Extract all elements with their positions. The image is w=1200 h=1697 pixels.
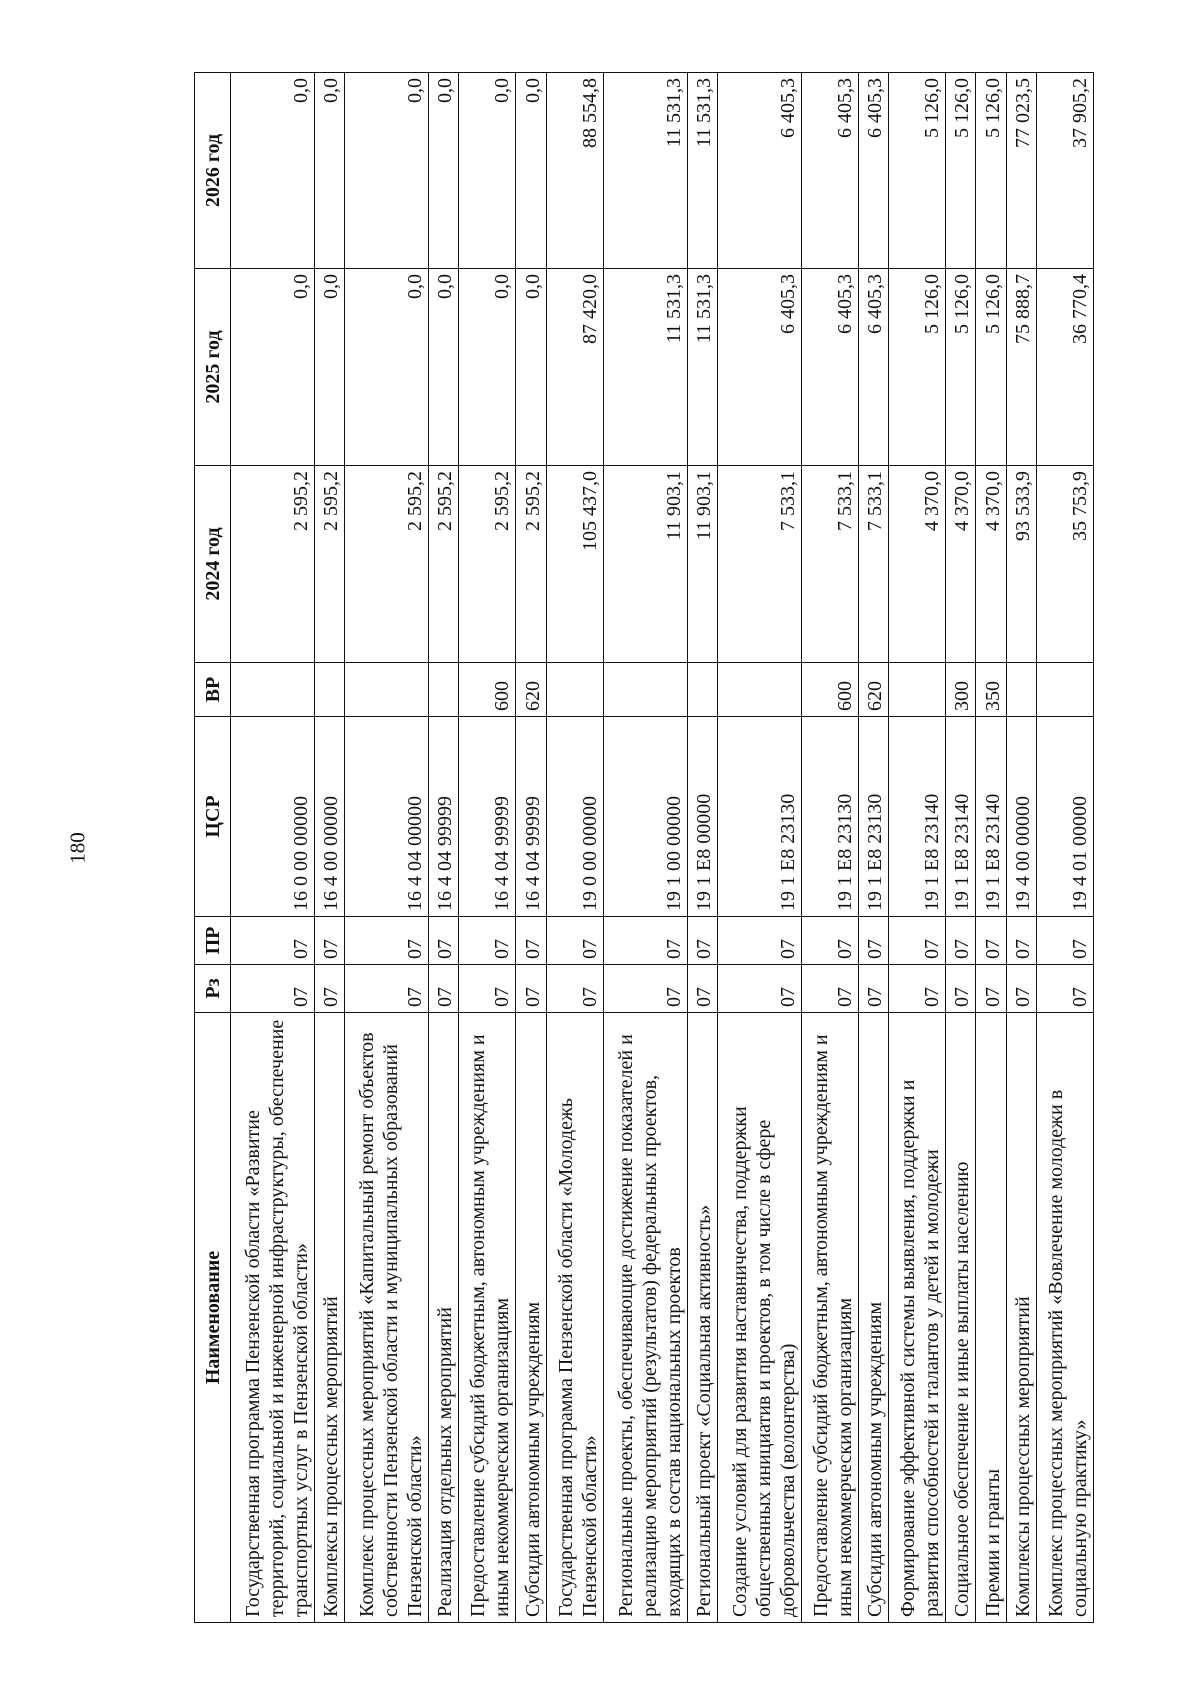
header-2025: 2025 год [195, 269, 231, 466]
name-cell: Комплекс процессных мероприятий «Капитальный ремонт объектов собственности Пензенской области и муниципальных образований Пензенской области» [345, 1013, 429, 1623]
value-2024-cell: 7 533,1 [858, 466, 888, 663]
csr-cell: 19 1 Е8 23130 [717, 717, 801, 917]
header-name: Наименование [195, 1013, 231, 1623]
name-cell: Субсидии автономным учреждениям [516, 1013, 546, 1623]
pr-cell: 07 [429, 917, 459, 965]
pr-cell: 07 [858, 917, 888, 965]
value-2024-cell: 2 595,2 [459, 466, 516, 663]
header-rz: Рз [195, 965, 231, 1013]
csr-cell: 19 1 Е8 00000 [687, 717, 717, 917]
value-2026-cell: 5 126,0 [946, 73, 976, 269]
value-2026-cell: 0,0 [231, 73, 315, 269]
value-2026-cell: 6 405,3 [717, 73, 801, 269]
vr-cell [1006, 663, 1036, 717]
header-vr: ВР [195, 663, 231, 717]
name-cell: Предоставление субсидий бюджетным, автономным учреждениям и иным некоммерческим организациям [459, 1013, 516, 1623]
value-2024-cell: 4 370,0 [976, 466, 1006, 663]
vr-cell: 600 [801, 663, 858, 717]
header-2024: 2024 год [195, 466, 231, 663]
name-cell: Комплексы процессных мероприятий [314, 1013, 344, 1623]
value-2025-cell: 0,0 [345, 269, 429, 466]
vr-cell [345, 663, 429, 717]
rz-cell: 07 [1036, 965, 1093, 1013]
name-cell: Социальное обеспечение и иные выплаты населению [946, 1013, 976, 1623]
budget-table [194, 72, 1094, 1623]
value-2025-cell: 5 126,0 [889, 269, 946, 466]
name-cell: Комплекс процессных мероприятий «Вовлечение молодежи в социальную практику» [1036, 1013, 1093, 1623]
table-row [687, 73, 717, 1623]
name-cell: Региональный проект «Социальная активность» [687, 1013, 717, 1623]
value-2024-cell: 4 370,0 [889, 466, 946, 663]
value-2026-cell: 77 023,5 [1006, 73, 1036, 269]
pr-cell: 07 [459, 917, 516, 965]
name-cell: Премии и гранты [976, 1013, 1006, 1623]
header-pr: ПР [195, 917, 231, 965]
name-cell: Реализация отдельных мероприятий [429, 1013, 459, 1623]
table-row [1006, 73, 1036, 1623]
value-2024-cell: 2 595,2 [429, 466, 459, 663]
header-2026: 2026 год [195, 73, 231, 269]
pr-cell: 07 [717, 917, 801, 965]
value-2024-cell: 11 903,1 [603, 466, 687, 663]
value-2024-cell: 11 903,1 [687, 466, 717, 663]
pr-cell: 07 [516, 917, 546, 965]
vr-cell [717, 663, 801, 717]
value-2025-cell: 75 888,7 [1006, 269, 1036, 466]
vr-cell [429, 663, 459, 717]
rz-cell: 07 [717, 965, 801, 1013]
value-2026-cell: 6 405,3 [858, 73, 888, 269]
csr-cell: 19 0 00 00000 [546, 717, 603, 917]
name-cell: Комплексы процессных мероприятий [1006, 1013, 1036, 1623]
value-2026-cell: 0,0 [314, 73, 344, 269]
csr-cell: 19 1 Е8 23130 [801, 717, 858, 917]
table-row [546, 73, 603, 1623]
csr-cell: 19 1 Е8 23140 [889, 717, 946, 917]
rz-cell: 07 [314, 965, 344, 1013]
rz-cell: 07 [801, 965, 858, 1013]
rz-cell: 07 [603, 965, 687, 1013]
name-cell: Региональные проекты, обеспечивающие достижение показателей и реализацию мероприятий (результатов) федеральных проектов, входящих в состав национальных проектов [603, 1013, 687, 1623]
name-cell: Государственная программа Пензенской области «Молодежь Пензенской области» [546, 1013, 603, 1623]
pr-cell: 07 [946, 917, 976, 965]
pr-cell: 07 [976, 917, 1006, 965]
value-2024-cell: 93 533,9 [1006, 466, 1036, 663]
value-2024-cell: 2 595,2 [345, 466, 429, 663]
value-2025-cell: 0,0 [314, 269, 344, 466]
value-2026-cell: 0,0 [345, 73, 429, 269]
value-2025-cell: 5 126,0 [976, 269, 1006, 466]
name-cell: Государственная программа Пензенской области «Развитие территорий, социальной и инженерной инфраструктуры, обеспечение транспортных услуг в Пензенской области» [231, 1013, 315, 1623]
table-row [1036, 73, 1093, 1623]
csr-cell: 19 4 00 00000 [1006, 717, 1036, 917]
csr-cell: 19 4 01 00000 [1036, 717, 1093, 917]
value-2025-cell: 6 405,3 [858, 269, 888, 466]
vr-cell [687, 663, 717, 717]
table-row [314, 73, 344, 1623]
table-row [516, 73, 546, 1623]
rz-cell: 07 [976, 965, 1006, 1013]
vr-cell: 620 [516, 663, 546, 717]
csr-cell: 16 4 04 00000 [345, 717, 429, 917]
name-cell: Предоставление субсидий бюджетным, автономным учреждениям и иным некоммерческим организациям [801, 1013, 858, 1623]
value-2026-cell: 11 531,3 [687, 73, 717, 269]
vr-cell: 600 [459, 663, 516, 717]
table-row [946, 73, 976, 1623]
rz-cell: 07 [1006, 965, 1036, 1013]
csr-cell: 16 4 00 00000 [314, 717, 344, 917]
rotated-table-wrapper [194, 73, 1094, 1623]
table-row [459, 73, 516, 1623]
value-2025-cell: 87 420,0 [546, 269, 603, 466]
value-2025-cell: 6 405,3 [801, 269, 858, 466]
csr-cell: 16 4 04 99999 [459, 717, 516, 917]
name-cell: Создание условий для развития наставничества, поддержки общественных инициатив и проектов, в том числе в сфере добровольчества (волонтерства) [717, 1013, 801, 1623]
rz-cell: 07 [889, 965, 946, 1013]
csr-cell: 19 1 Е8 23140 [976, 717, 1006, 917]
value-2026-cell: 5 126,0 [889, 73, 946, 269]
value-2026-cell: 0,0 [459, 73, 516, 269]
vr-cell [1036, 663, 1093, 717]
rz-cell: 07 [231, 965, 315, 1013]
value-2025-cell: 6 405,3 [717, 269, 801, 466]
value-2025-cell: 0,0 [231, 269, 315, 466]
value-2026-cell: 88 554,8 [546, 73, 603, 269]
table-row [345, 73, 429, 1623]
pr-cell: 07 [1036, 917, 1093, 965]
csr-cell: 19 1 00 00000 [603, 717, 687, 917]
pr-cell: 07 [314, 917, 344, 965]
name-cell: Формирование эффективной системы выявления, поддержки и развития способностей и талантов у детей и молодежи [889, 1013, 946, 1623]
value-2025-cell: 0,0 [459, 269, 516, 466]
vr-cell: 300 [946, 663, 976, 717]
name-cell: Субсидии автономным учреждениям [858, 1013, 888, 1623]
value-2026-cell: 37 905,2 [1036, 73, 1093, 269]
table-row [858, 73, 888, 1623]
rz-cell: 07 [459, 965, 516, 1013]
value-2026-cell: 11 531,3 [603, 73, 687, 269]
table-row [429, 73, 459, 1623]
pr-cell: 07 [546, 917, 603, 965]
rz-cell: 07 [546, 965, 603, 1013]
value-2025-cell: 36 770,4 [1036, 269, 1093, 466]
value-2024-cell: 4 370,0 [946, 466, 976, 663]
value-2025-cell: 11 531,3 [687, 269, 717, 466]
value-2025-cell: 0,0 [429, 269, 459, 466]
header-csr: ЦСР [195, 717, 231, 917]
rz-cell: 07 [858, 965, 888, 1013]
csr-cell: 19 1 Е8 23130 [858, 717, 888, 917]
table-header-row [195, 73, 231, 1623]
table-row [976, 73, 1006, 1623]
rz-cell: 07 [946, 965, 976, 1013]
pr-cell: 07 [687, 917, 717, 965]
pr-cell: 07 [345, 917, 429, 965]
pr-cell: 07 [889, 917, 946, 965]
vr-cell [231, 663, 315, 717]
table-row [231, 73, 315, 1623]
value-2024-cell: 105 437,0 [546, 466, 603, 663]
vr-cell [603, 663, 687, 717]
value-2025-cell: 11 531,3 [603, 269, 687, 466]
pr-cell: 07 [1006, 917, 1036, 965]
vr-cell [314, 663, 344, 717]
value-2024-cell: 7 533,1 [801, 466, 858, 663]
value-2024-cell: 35 753,9 [1036, 466, 1093, 663]
vr-cell [546, 663, 603, 717]
vr-cell [889, 663, 946, 717]
vr-cell: 350 [976, 663, 1006, 717]
table-row [717, 73, 801, 1623]
value-2025-cell: 5 126,0 [946, 269, 976, 466]
csr-cell: 19 1 Е8 23140 [946, 717, 976, 917]
value-2024-cell: 2 595,2 [516, 466, 546, 663]
table-row [889, 73, 946, 1623]
rz-cell: 07 [345, 965, 429, 1013]
table-row [603, 73, 687, 1623]
value-2024-cell: 2 595,2 [231, 466, 315, 663]
page-number: 180 [65, 832, 90, 864]
value-2024-cell: 2 595,2 [314, 466, 344, 663]
pr-cell: 07 [603, 917, 687, 965]
value-2025-cell: 0,0 [516, 269, 546, 466]
rz-cell: 07 [687, 965, 717, 1013]
value-2026-cell: 6 405,3 [801, 73, 858, 269]
table-row [801, 73, 858, 1623]
value-2026-cell: 0,0 [429, 73, 459, 269]
value-2024-cell: 7 533,1 [717, 466, 801, 663]
csr-cell: 16 4 04 99999 [516, 717, 546, 917]
value-2026-cell: 5 126,0 [976, 73, 1006, 269]
pr-cell: 07 [801, 917, 858, 965]
csr-cell: 16 4 04 99999 [429, 717, 459, 917]
value-2026-cell: 0,0 [516, 73, 546, 269]
csr-cell: 16 0 00 00000 [231, 717, 315, 917]
rz-cell: 07 [429, 965, 459, 1013]
pr-cell: 07 [231, 917, 315, 965]
rz-cell: 07 [516, 965, 546, 1013]
vr-cell: 620 [858, 663, 888, 717]
